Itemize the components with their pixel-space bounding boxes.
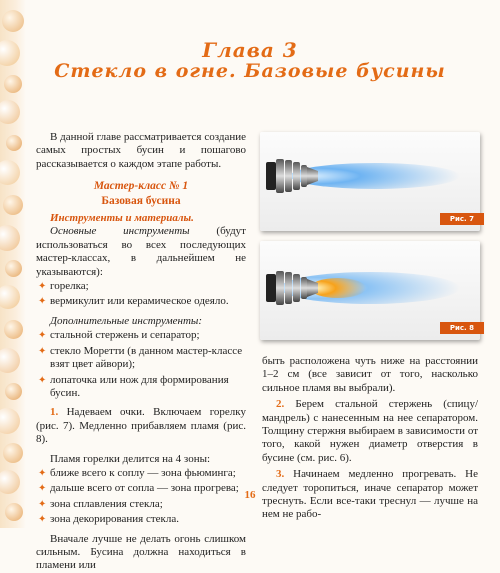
- list-item: ✦ вермикулит или керамическое одеяло.: [38, 295, 229, 308]
- masterclass-title: Мастер-класс № 1: [93, 180, 189, 193]
- basic-tools-list: [36, 280, 246, 309]
- list-item: ✦ зона декорирования стекла.: [38, 513, 180, 526]
- bullet-icon: ✦: [38, 483, 47, 495]
- tools-heading: Инструменты и материалы.: [50, 212, 194, 225]
- left-column: [36, 131, 246, 573]
- figure-label: Рис. 8: [440, 322, 484, 334]
- list-item: ✦ стекло Моретти (в данном мастер-классе взят цвет айвори);: [38, 344, 243, 371]
- list-item: ✦ дальше всего от сопла — зона прогрева;: [38, 482, 239, 495]
- left-closing-paragraph: Вначале лучше не делать огонь слишком сильным. Бусина должна находиться в пламени или: [36, 532, 246, 572]
- bullet-icon: ✦: [38, 296, 47, 308]
- figure-label: Рис. 7: [440, 213, 484, 225]
- bullet-icon: ✦: [38, 281, 47, 293]
- basic-tools-paragraph: [36, 225, 246, 279]
- right-continuation-paragraph: быть расположена чуть ниже на расстоянии 1–2 см (все зависит от того, насколько сильное пламя вы выбрали).: [262, 355, 478, 394]
- bullet-icon: ✦: [38, 498, 47, 510]
- zones-intro: Пламя горелки делится на 4 зоны:: [50, 452, 211, 465]
- basic-tools-text: (будут использоваться во всех последующих мастер-классах, в дальнейшем не указываются):: [36, 225, 246, 278]
- bullet-icon: ✦: [38, 330, 47, 342]
- basic-tools-label: Основные инструменты: [50, 225, 190, 238]
- figure-8: [260, 241, 480, 340]
- masterclass-subtitle: Базовая бусина: [101, 194, 181, 207]
- bullet-icon: ✦: [38, 514, 47, 526]
- bullet-icon: ✦: [38, 345, 47, 357]
- chapter-number: Глава 3: [202, 38, 298, 62]
- step-2-paragraph: 2. Берем стальной стержень (спицу/мандрель) с нанесенным на нее сепаратором. Толщину стержня выбираем в зависимости от того, какой нужен диаметр отверстия в бусине (см. рис. 6).: [262, 398, 478, 464]
- step-3-paragraph: 3. Начинаем медленно прогревать. Не следует торопиться, иначе сепаратор может треснуть. Если все-таки треснул — лучше на нем не рабо-: [262, 468, 478, 521]
- figure-7: [260, 132, 480, 231]
- list-item: ✦ стальной стержень и сепаратор;: [38, 329, 200, 342]
- list-item: ✦ зона сплавления стекла;: [38, 497, 163, 510]
- extra-tools-label: Дополнительные инструменты:: [50, 314, 203, 327]
- extra-tools-list: [36, 329, 246, 400]
- bullet-icon: ✦: [38, 374, 47, 386]
- list-item: ✦ лопаточка или нож для формирования бусин.: [38, 373, 229, 399]
- list-item: ✦ ближе всего к соплу — зона фьюминга;: [38, 466, 236, 479]
- bullet-icon: ✦: [38, 467, 47, 479]
- page-number: 16: [244, 489, 256, 501]
- step-1-paragraph: 1. Надеваем очки. Включаем горелку (рис. 7). Медленно прибавляем пламя (рис. 8).: [36, 406, 246, 446]
- chapter-title: Стекло в огне. Базовые бусины: [54, 60, 446, 82]
- intro-paragraph: В данной главе рассматривается создание самых простых бусин и пошагово рассказывается о каждом этапе работы.: [36, 131, 246, 170]
- list-item: ✦ горелка;: [38, 280, 89, 293]
